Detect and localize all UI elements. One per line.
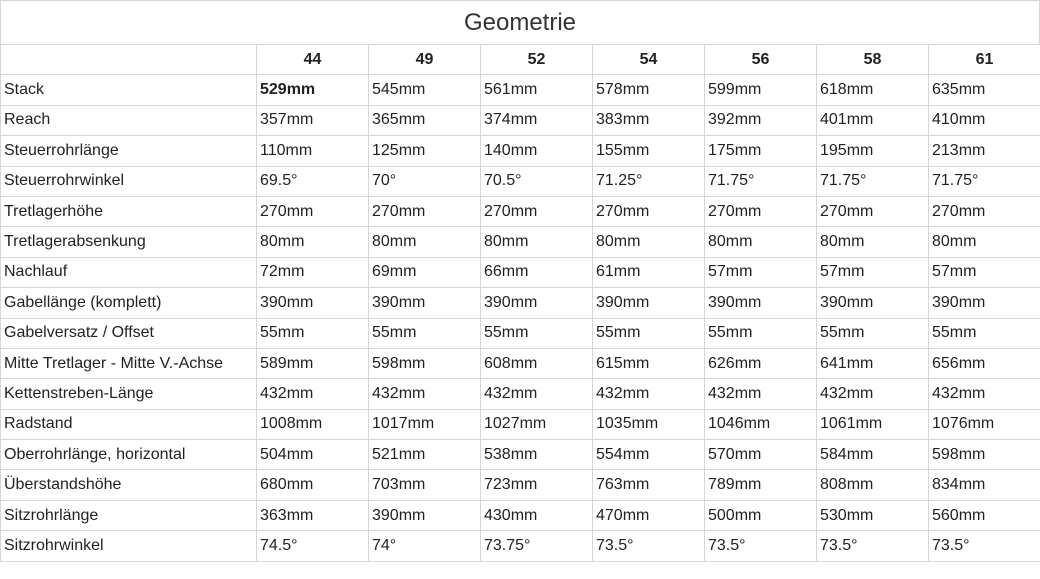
- row-label: Steuerrohrwinkel: [1, 166, 257, 196]
- table-cell: 365mm: [369, 105, 481, 135]
- row-label: Gabelversatz / Offset: [1, 318, 257, 348]
- table-cell: 70°: [369, 166, 481, 196]
- table-cell: 61mm: [593, 257, 705, 287]
- table-cell: 73.5°: [705, 531, 817, 561]
- table-cell: 390mm: [817, 288, 929, 318]
- table-row: [1, 227, 1040, 257]
- table-cell: 390mm: [929, 288, 1040, 318]
- table-row: [1, 531, 1040, 561]
- table-cell: 390mm: [257, 288, 369, 318]
- table-row: [1, 196, 1040, 226]
- size-header: 61: [929, 45, 1040, 75]
- table-cell: 270mm: [481, 196, 593, 226]
- table-cell: 80mm: [593, 227, 705, 257]
- table-cell: 357mm: [257, 105, 369, 135]
- table-cell: 73.5°: [929, 531, 1040, 561]
- table-cell: 1076mm: [929, 409, 1040, 439]
- table-cell: 545mm: [369, 75, 481, 105]
- table-cell: 432mm: [369, 379, 481, 409]
- row-label: Tretlagerhöhe: [1, 196, 257, 226]
- table-cell: 608mm: [481, 348, 593, 378]
- table-cell: 578mm: [593, 75, 705, 105]
- table-cell: 80mm: [481, 227, 593, 257]
- table-cell: 74°: [369, 531, 481, 561]
- table-cell: 635mm: [929, 75, 1040, 105]
- table-cell: 626mm: [705, 348, 817, 378]
- table-cell: 656mm: [929, 348, 1040, 378]
- table-cell: 538mm: [481, 440, 593, 470]
- table-cell: 74.5°: [257, 531, 369, 561]
- table-cell: 55mm: [369, 318, 481, 348]
- row-label: Oberrohrlänge, horizontal: [1, 440, 257, 470]
- row-label: Nachlauf: [1, 257, 257, 287]
- size-header: 58: [817, 45, 929, 75]
- table-cell: 432mm: [817, 379, 929, 409]
- table-cell: 500mm: [705, 500, 817, 530]
- table-cell: 401mm: [817, 105, 929, 135]
- table-cell: 71.75°: [929, 166, 1040, 196]
- row-label: Radstand: [1, 409, 257, 439]
- header-row: [1, 45, 1040, 75]
- table-cell: 66mm: [481, 257, 593, 287]
- table-cell: 71.75°: [817, 166, 929, 196]
- table-cell: 270mm: [257, 196, 369, 226]
- table-cell: 390mm: [593, 288, 705, 318]
- table-cell: 175mm: [705, 136, 817, 166]
- table-cell: 363mm: [257, 500, 369, 530]
- table-cell: 270mm: [705, 196, 817, 226]
- table-cell: 270mm: [817, 196, 929, 226]
- table-cell: 73.75°: [481, 531, 593, 561]
- table-row: [1, 75, 1040, 105]
- table-cell: 110mm: [257, 136, 369, 166]
- table-row: [1, 136, 1040, 166]
- table-cell: 618mm: [817, 75, 929, 105]
- table-cell: 270mm: [369, 196, 481, 226]
- row-label: Stack: [1, 75, 257, 105]
- table-cell: 390mm: [705, 288, 817, 318]
- table-row: [1, 348, 1040, 378]
- table-row: [1, 470, 1040, 500]
- table-cell: 80mm: [705, 227, 817, 257]
- table-cell: 73.5°: [593, 531, 705, 561]
- table-cell: 72mm: [257, 257, 369, 287]
- table-cell: 615mm: [593, 348, 705, 378]
- table-cell: 55mm: [929, 318, 1040, 348]
- table-cell: 763mm: [593, 470, 705, 500]
- table-cell: 598mm: [929, 440, 1040, 470]
- table-cell: 69.5°: [257, 166, 369, 196]
- table-cell: 470mm: [593, 500, 705, 530]
- table-cell: 641mm: [817, 348, 929, 378]
- table-row: [1, 500, 1040, 530]
- table-row: [1, 105, 1040, 135]
- table-row: [1, 379, 1040, 409]
- table-cell: 71.25°: [593, 166, 705, 196]
- table-cell: 703mm: [369, 470, 481, 500]
- table-cell: 55mm: [817, 318, 929, 348]
- row-label: Tretlagerabsenkung: [1, 227, 257, 257]
- size-header: 44: [257, 45, 369, 75]
- table-row: [1, 257, 1040, 287]
- row-label: Gabellänge (komplett): [1, 288, 257, 318]
- geometry-table: [0, 44, 1040, 562]
- table-cell: 55mm: [593, 318, 705, 348]
- table-cell: 80mm: [369, 227, 481, 257]
- table-title: Geometrie: [0, 0, 1040, 44]
- table-row: [1, 288, 1040, 318]
- table-cell: 270mm: [593, 196, 705, 226]
- table-cell: 80mm: [817, 227, 929, 257]
- table-cell: 432mm: [705, 379, 817, 409]
- table-cell: 1017mm: [369, 409, 481, 439]
- table-cell: 521mm: [369, 440, 481, 470]
- table-cell: 504mm: [257, 440, 369, 470]
- table-cell: 529mm: [257, 75, 369, 105]
- table-cell: 80mm: [929, 227, 1040, 257]
- row-label: Überstandshöhe: [1, 470, 257, 500]
- row-label: Steuerrohrlänge: [1, 136, 257, 166]
- table-cell: 584mm: [817, 440, 929, 470]
- table-cell: 599mm: [705, 75, 817, 105]
- table-row: [1, 318, 1040, 348]
- table-cell: 390mm: [369, 500, 481, 530]
- table-row: [1, 166, 1040, 196]
- table-cell: 1046mm: [705, 409, 817, 439]
- table-cell: 155mm: [593, 136, 705, 166]
- table-cell: 561mm: [481, 75, 593, 105]
- table-cell: 570mm: [705, 440, 817, 470]
- header-corner: [1, 45, 257, 75]
- table-cell: 55mm: [705, 318, 817, 348]
- table-cell: 1035mm: [593, 409, 705, 439]
- table-cell: 57mm: [929, 257, 1040, 287]
- table-cell: 560mm: [929, 500, 1040, 530]
- table-cell: 125mm: [369, 136, 481, 166]
- table-cell: 1027mm: [481, 409, 593, 439]
- table-cell: 410mm: [929, 105, 1040, 135]
- table-cell: 680mm: [257, 470, 369, 500]
- table-cell: 589mm: [257, 348, 369, 378]
- table-cell: 432mm: [929, 379, 1040, 409]
- table-cell: 390mm: [369, 288, 481, 318]
- table-cell: 390mm: [481, 288, 593, 318]
- table-cell: 1061mm: [817, 409, 929, 439]
- table-cell: 530mm: [817, 500, 929, 530]
- table-cell: 73.5°: [817, 531, 929, 561]
- table-cell: 195mm: [817, 136, 929, 166]
- row-label: Kettenstreben-Länge: [1, 379, 257, 409]
- table-cell: 383mm: [593, 105, 705, 135]
- row-label: Reach: [1, 105, 257, 135]
- table-cell: 57mm: [705, 257, 817, 287]
- table-cell: 723mm: [481, 470, 593, 500]
- table-cell: 270mm: [929, 196, 1040, 226]
- table-cell: 55mm: [481, 318, 593, 348]
- size-header: 56: [705, 45, 817, 75]
- row-label: Mitte Tretlager - Mitte V.-Achse: [1, 348, 257, 378]
- size-header: 49: [369, 45, 481, 75]
- table-body: [1, 75, 1040, 561]
- table-cell: 374mm: [481, 105, 593, 135]
- table-cell: 789mm: [705, 470, 817, 500]
- table-cell: 808mm: [817, 470, 929, 500]
- table-cell: 392mm: [705, 105, 817, 135]
- table-cell: 55mm: [257, 318, 369, 348]
- table-cell: 71.75°: [705, 166, 817, 196]
- table-cell: 70.5°: [481, 166, 593, 196]
- table-cell: 69mm: [369, 257, 481, 287]
- table-cell: 432mm: [481, 379, 593, 409]
- table-cell: 834mm: [929, 470, 1040, 500]
- row-label: Sitzrohrlänge: [1, 500, 257, 530]
- table-row: [1, 409, 1040, 439]
- table-cell: 140mm: [481, 136, 593, 166]
- table-cell: 80mm: [257, 227, 369, 257]
- size-header: 54: [593, 45, 705, 75]
- size-header: 52: [481, 45, 593, 75]
- table-cell: 213mm: [929, 136, 1040, 166]
- table-cell: 1008mm: [257, 409, 369, 439]
- table-row: [1, 440, 1040, 470]
- table-cell: 432mm: [593, 379, 705, 409]
- table-cell: 554mm: [593, 440, 705, 470]
- table-cell: 598mm: [369, 348, 481, 378]
- table-cell: 432mm: [257, 379, 369, 409]
- row-label: Sitzrohrwinkel: [1, 531, 257, 561]
- table-cell: 430mm: [481, 500, 593, 530]
- table-cell: 57mm: [817, 257, 929, 287]
